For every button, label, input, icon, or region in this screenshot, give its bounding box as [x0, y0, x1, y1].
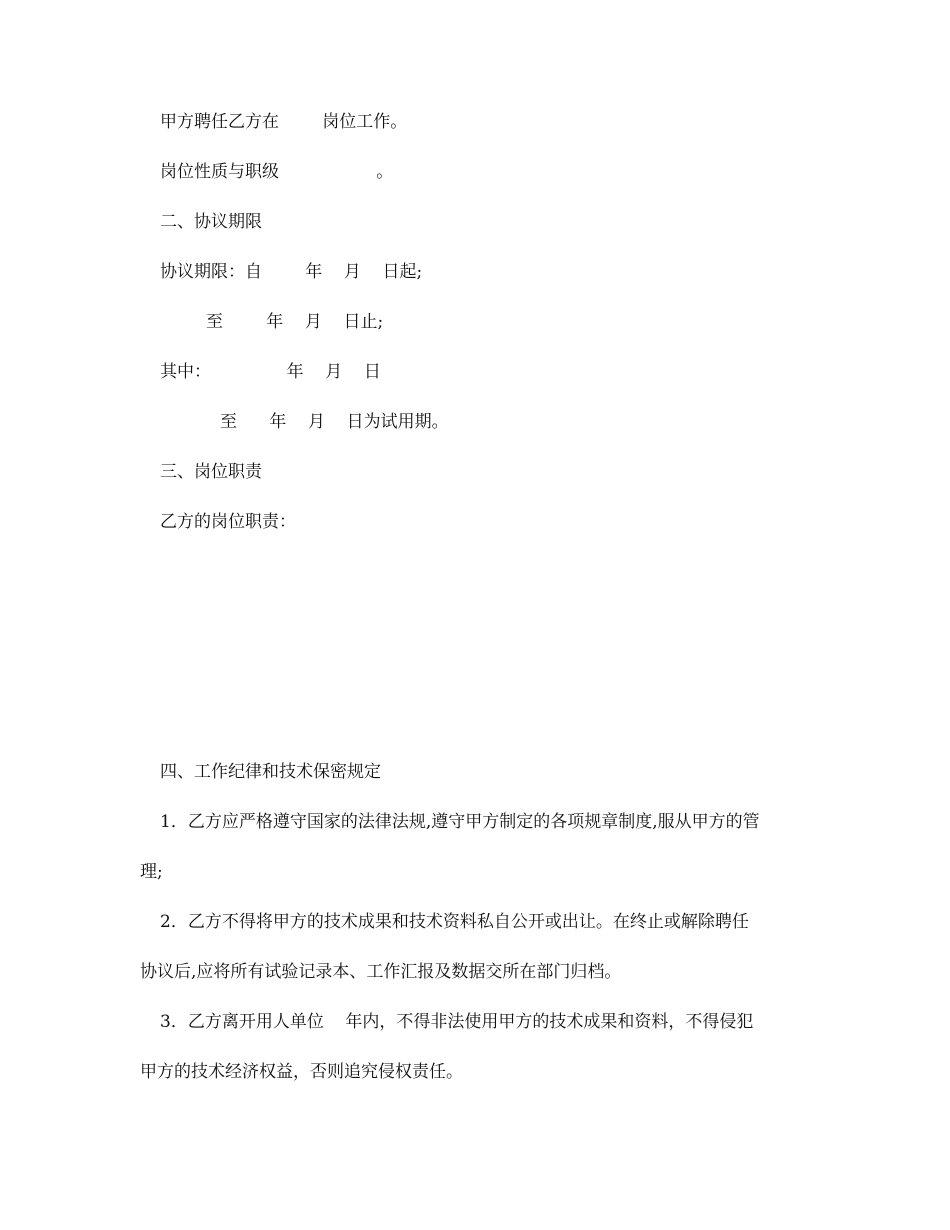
clause-position: 甲方聘任乙方在 岗位工作。 — [160, 112, 408, 132]
section-heading-discipline: 四、工作纪律和技术保密规定 — [160, 762, 381, 782]
section-heading-term: 二、协议期限 — [160, 212, 262, 232]
clause-position-level: 岗位性质与职级 。 — [160, 162, 394, 182]
clause-duties: 乙方的岗位职责： — [160, 512, 296, 532]
clause-term-start: 协议期限：自 年 月 日起; — [160, 262, 423, 282]
clause-item-2-cont: 协议后,应将所有试验记录本、工作汇报及数据交所在部门归档。 — [140, 962, 622, 982]
clause-item-1: 1．乙方应严格遵守国家的法律法规,遵守甲方制定的各项规章制度,服从甲方的管 — [160, 812, 760, 832]
clause-item-3: 3．乙方离开用人单位 年内，不得非法使用甲方的技术成果和资料，不得侵犯 — [160, 1012, 754, 1032]
clause-item-1-cont: 理; — [140, 862, 163, 882]
clause-term-end: 至 年 月 日止; — [206, 312, 384, 332]
clause-probation-start: 其中： 年 月 日 — [160, 362, 381, 382]
clause-item-2: 2．乙方不得将甲方的技术成果和技术资料私自公开或出让。在终止或解除聘任 — [160, 912, 749, 932]
clause-item-3-cont: 甲方的技术经济权益，否则追究侵权责任。 — [140, 1062, 463, 1082]
clause-probation-end: 至 年 月 日为试用期。 — [220, 412, 449, 432]
section-heading-duties: 三、岗位职责 — [160, 462, 262, 482]
